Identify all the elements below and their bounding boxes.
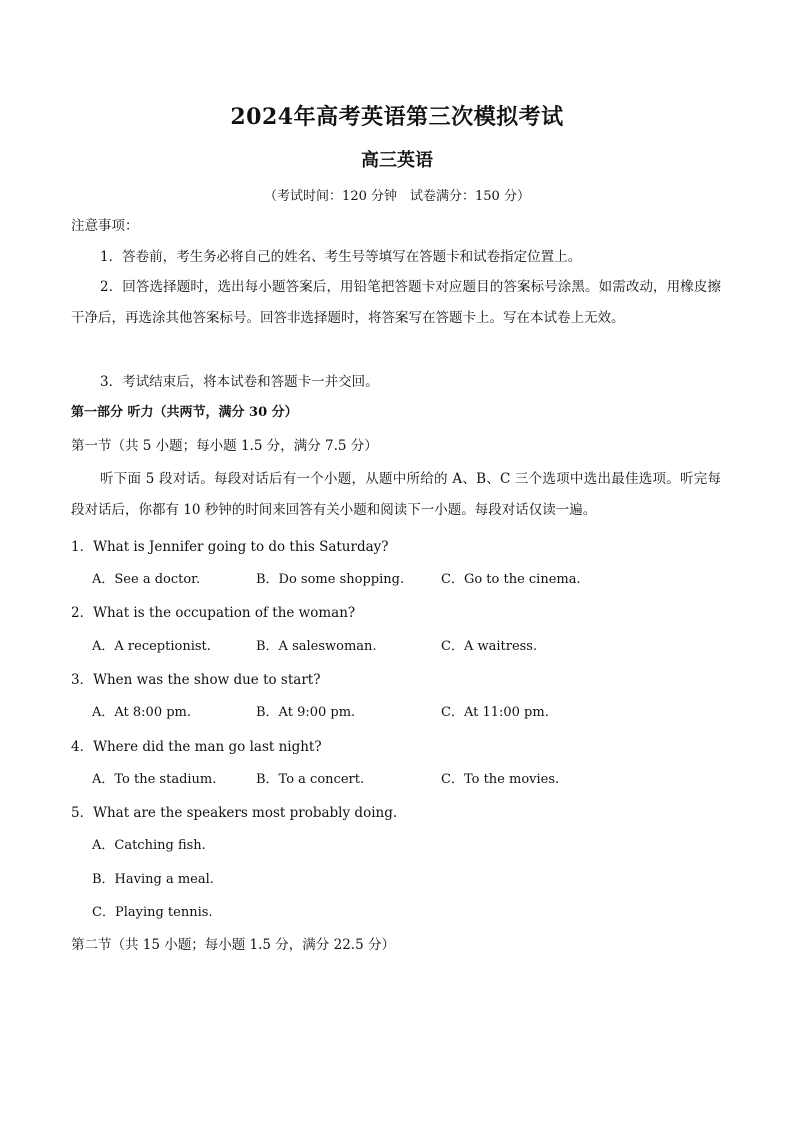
question-5: 5．What are the speakers most probably doing. (71, 805, 398, 821)
section1-heading: 第一节（共 5 小题；每小题 1.5 分，满分 7.5 分） (71, 438, 378, 454)
part1-heading: 第一部分 听力（共两节，满分 30 分） (71, 405, 298, 420)
exam-time-score: （考试时间：120 分钟 试卷满分：150 分） (264, 189, 530, 204)
q4-option-c: C．To the movies. (441, 772, 560, 787)
q5-option-c: C．Playing tennis. (92, 905, 213, 920)
exam-title: 2024年高考英语第三次模拟考试 (230, 104, 564, 130)
note-item-1: 1．答卷前，考生务必将自己的姓名、考生号等填写在答题卡和试卷指定位置上。 (100, 249, 582, 265)
q1-option-c: C．Go to the cinema. (441, 572, 581, 587)
note-item-2: 2．回答选择题时，选出每小题答案后，用铅笔把答题卡对应题目的答案标号涂黑。如需改动，用橡皮擦干净后，再选涂其他答案标号。回答非选择题时，将答案写在答题卡上。写在本试卷上无效。 (71, 279, 721, 326)
question-3: 3．When was the show due to start? (71, 672, 321, 688)
q2-option-c: C．A waitress. (441, 639, 538, 654)
q2-option-b: B．A saleswoman. (256, 639, 377, 654)
q1-option-b: B．Do some shopping. (256, 572, 405, 587)
q4-option-b: B．To a concert. (256, 772, 365, 787)
q5-option-a: A．Catching fish. (92, 838, 206, 853)
listening-instructions: 听下面 5 段对话。每段对话后有一个小题，从题中所给的 A、B、C 三个选项中选出最佳选项。听完每段对话后，你都有 10 秒钟的时间来回答有关小题和阅读下一小题。每段对话仅读一遍。 (71, 471, 721, 518)
question-2: 2．What is the occupation of the woman? (71, 605, 356, 621)
q3-option-a: A．At 8:00 pm. (92, 705, 192, 720)
question-1: 1．What is Jennifer going to do this Saturday? (71, 539, 389, 555)
notes-heading: 注意事项： (71, 218, 139, 234)
q4-option-a: A．To the stadium. (92, 772, 217, 787)
q3-option-b: B．At 9:00 pm. (256, 705, 356, 720)
section2-heading: 第二节（共 15 小题；每小题 1.5 分，满分 22.5 分） (71, 937, 395, 953)
q5-option-b: B．Having a meal. (92, 872, 214, 887)
question-4: 4．Where did the man go last night? (71, 739, 322, 755)
q1-option-a: A．See a doctor. (92, 572, 201, 587)
q3-option-c: C．At 11:00 pm. (441, 705, 549, 720)
exam-subtitle: 高三英语 (361, 150, 433, 171)
note-item-3: 3．考试结束后，将本试卷和答题卡一并交回。 (100, 374, 379, 390)
q2-option-a: A．A receptionist. (92, 639, 211, 654)
